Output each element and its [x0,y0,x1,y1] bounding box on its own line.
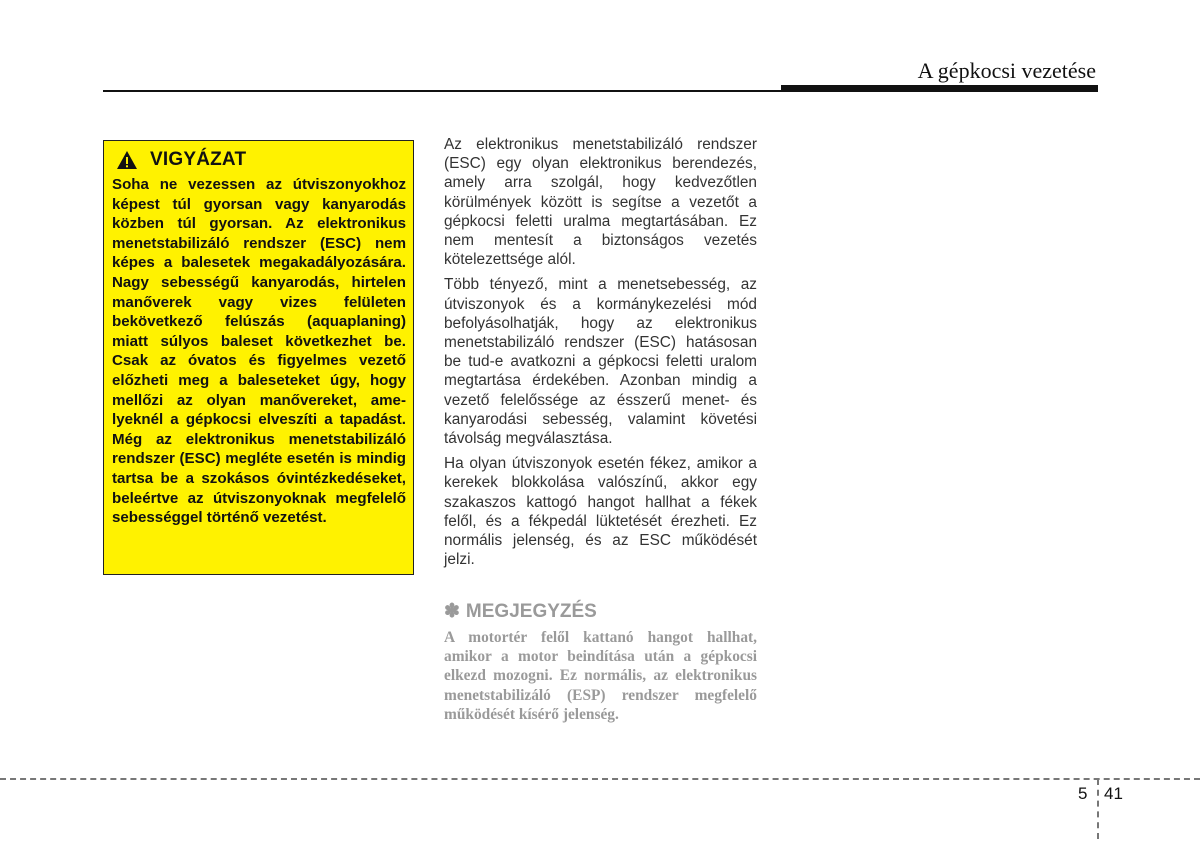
section-title: A gépkocsi vezetése [917,58,1096,83]
warning-title: VIGYÁZAT [150,149,247,170]
asterisk-star-icon: ✽ [444,601,460,622]
footer-page-separator [1097,779,1099,839]
paragraph-esc-intro: Az elektronikus menetstabilizáló rendszer (ESC) egy olyan elektronikus berendezés, amely arra szolgál, hogy kedvezőtlen körülmények között is segítse a vezetőt a gépkocsi feletti uralma megtartásában. Ez nem mentesít a biztonságos vezetés kötelezettsége alól. [444,136,757,269]
header-rule-accent [781,85,1098,92]
warning-body: Soha ne vezessen az útviszonyokhoz képest túl gyorsan vagy kanyarodás közben túl gyorsan. Az elektronikus menetstabilizáló rendszer (ESC) nem képes a balesetek megakadályozására. Nagy sebességű kanyarodás, hirtelen manőverek vagy vizes felületen bekövetkező felúszás (aquaplaning) miatt súlyos baleset következhet be. Csak az óvatos és figyelmes vezető előzheti meg a baleseteket úgy, hogy mellőzi az olyan manővereket, amelyeknél a gépkocsi elveszíti a tapadást. Még az elektronikus menetstabilizáló rendszer (ESC) megléte esetén is mindig tartsa be a szokásos óvintézkedéseket, beleértve az útviszonyoknak megfelelő sebességgel történő vezetést. [112,176,406,527]
note-body: A motortér felől kattanó hangot hallhat, amikor a motor beindítása után a gépkocsi elkezd mozogni. Ez normális, az elektronikus menetstabilizáló (ESP) rendszer megfelelő működését kísérő jelenség. [444,629,757,723]
paragraph-braking: Ha olyan útviszonyok esetén fékez, amikor a kerekek blokkolása valószínű, akkor egy szakaszos kattogó hangot hallhat a fékek felől, és a fékpedál lüktetését érezheti. Ez normális jelenség, és az ESC működését jelzi. [444,455,757,569]
footer-divider [0,778,1200,780]
warning-heading [112,149,406,171]
header-rule [103,90,783,92]
note-title: MEGJEGYZÉS [465,600,597,622]
chapter-number: 5 [1078,784,1088,803]
warning-triangle-icon [116,150,138,170]
page-number: 41 [1104,784,1123,803]
main-text-column [444,135,757,575]
note-heading [444,600,597,623]
warning-box [103,140,414,575]
paragraph-factors: Több tényező, mint a menetsebesség, az útviszonyok és a kormánykezelési mód befolyásolhatják, hogy az elektronikus menetstabilizáló rendszer (ESC) hatásosan be tud-e avatkozni a gépkocsi feletti uralom megtartása érdekében. Azonban mindig a vezető felelőssége az ésszerű menet- és kanyarodási sebesség, valamint követési távolság megválasztása. [444,276,757,448]
